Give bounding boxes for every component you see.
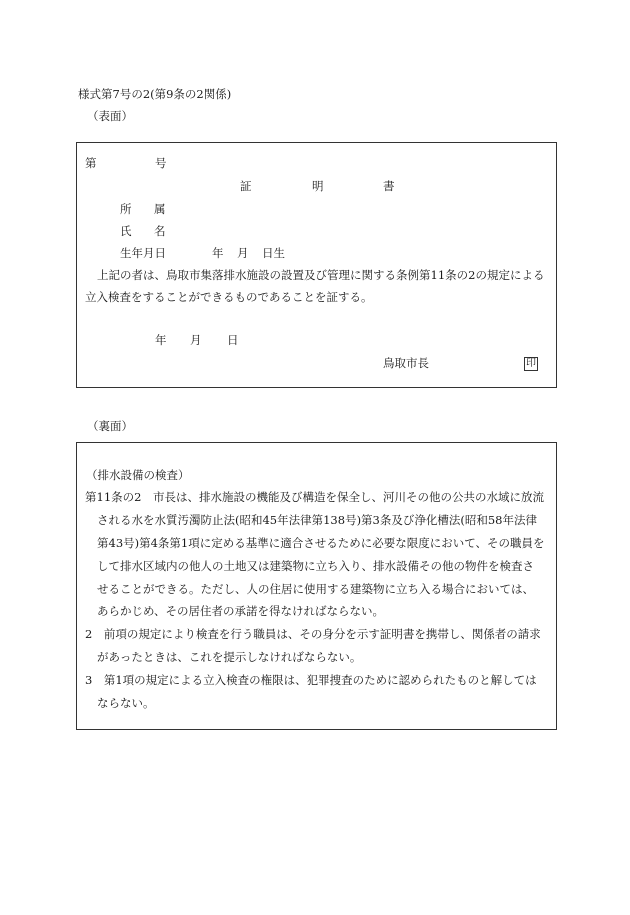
number-prefix: 第 [85,156,97,170]
issue-day: 日 [227,333,239,347]
dob-year: 年 [212,246,224,260]
seal-label: 印 [526,358,536,369]
name-label-char-1: 氏 [120,224,132,238]
paragraph-2-line-1: 2 前項の規定により検査を行う職員は、その身分を示す証明書を携帯し、関係者の請求 [85,627,541,641]
dob-day: 日生 [262,246,285,260]
article-line-5: せることができる。ただし、人の住居に使用する建築物に立ち入る場合においては、 [97,582,534,596]
front-side-label: （表面） [87,109,133,123]
name-label-char-2: 名 [154,224,166,238]
certificate-body-line-2: 立入検査をすることができるものであることを証する。 [85,290,373,304]
affiliation-label-char-2: 属 [154,202,166,216]
certificate-title-char-1: 証 [240,179,252,193]
issue-month: 月 [190,333,202,347]
paragraph-2-line-2: があったときは、これを提示しなければならない。 [97,650,362,664]
article-line-2: される水を水質汚濁防止法(昭和45年法律第138号)第3条及び浄化槽法(昭和58年法律 [97,513,537,527]
issue-year: 年 [155,333,167,347]
date-of-birth-label: 生年月日 [120,246,166,260]
article-line-4: して排水区域内の他人の土地又は建築物に立ち入り、排水設備その他の物件を検査さ [97,559,534,573]
dob-month: 月 [237,246,249,260]
affiliation-label-char-1: 所 [120,202,132,216]
certificate-body-line-1: 上記の者は、鳥取市集落排水施設の設置及び管理に関する条例第11条の2の規定による [97,268,545,282]
back-side-label: （裏面） [87,419,133,433]
article-line-6: あらかじめ、その居住者の承諾を得なければならない。 [97,604,385,618]
article-line-1: 第11条の2 市長は、排水施設の機能及び構造を保全し、河川その他の公共の水域に放流 [85,490,544,504]
form-number-title: 様式第7号の2(第9条の2関係) [78,87,232,101]
paragraph-3-line-2: ならない。 [97,696,155,710]
seal-stamp [524,357,538,371]
paragraph-3-line-1: 3 第1項の規定による立入検査の権限は、犯罪捜査のために認められたものと解しては [85,673,537,687]
article-line-3: 第43号)第4条第1項に定める基準に適合させるために必要な限度において、その職員を [97,536,545,550]
issuer-name: 鳥取市長 [383,356,429,370]
article-heading: （排水設備の検査） [86,468,190,482]
certificate-title-char-3: 書 [383,179,395,193]
number-suffix: 号 [155,156,167,170]
certificate-title-char-2: 明 [312,179,324,193]
